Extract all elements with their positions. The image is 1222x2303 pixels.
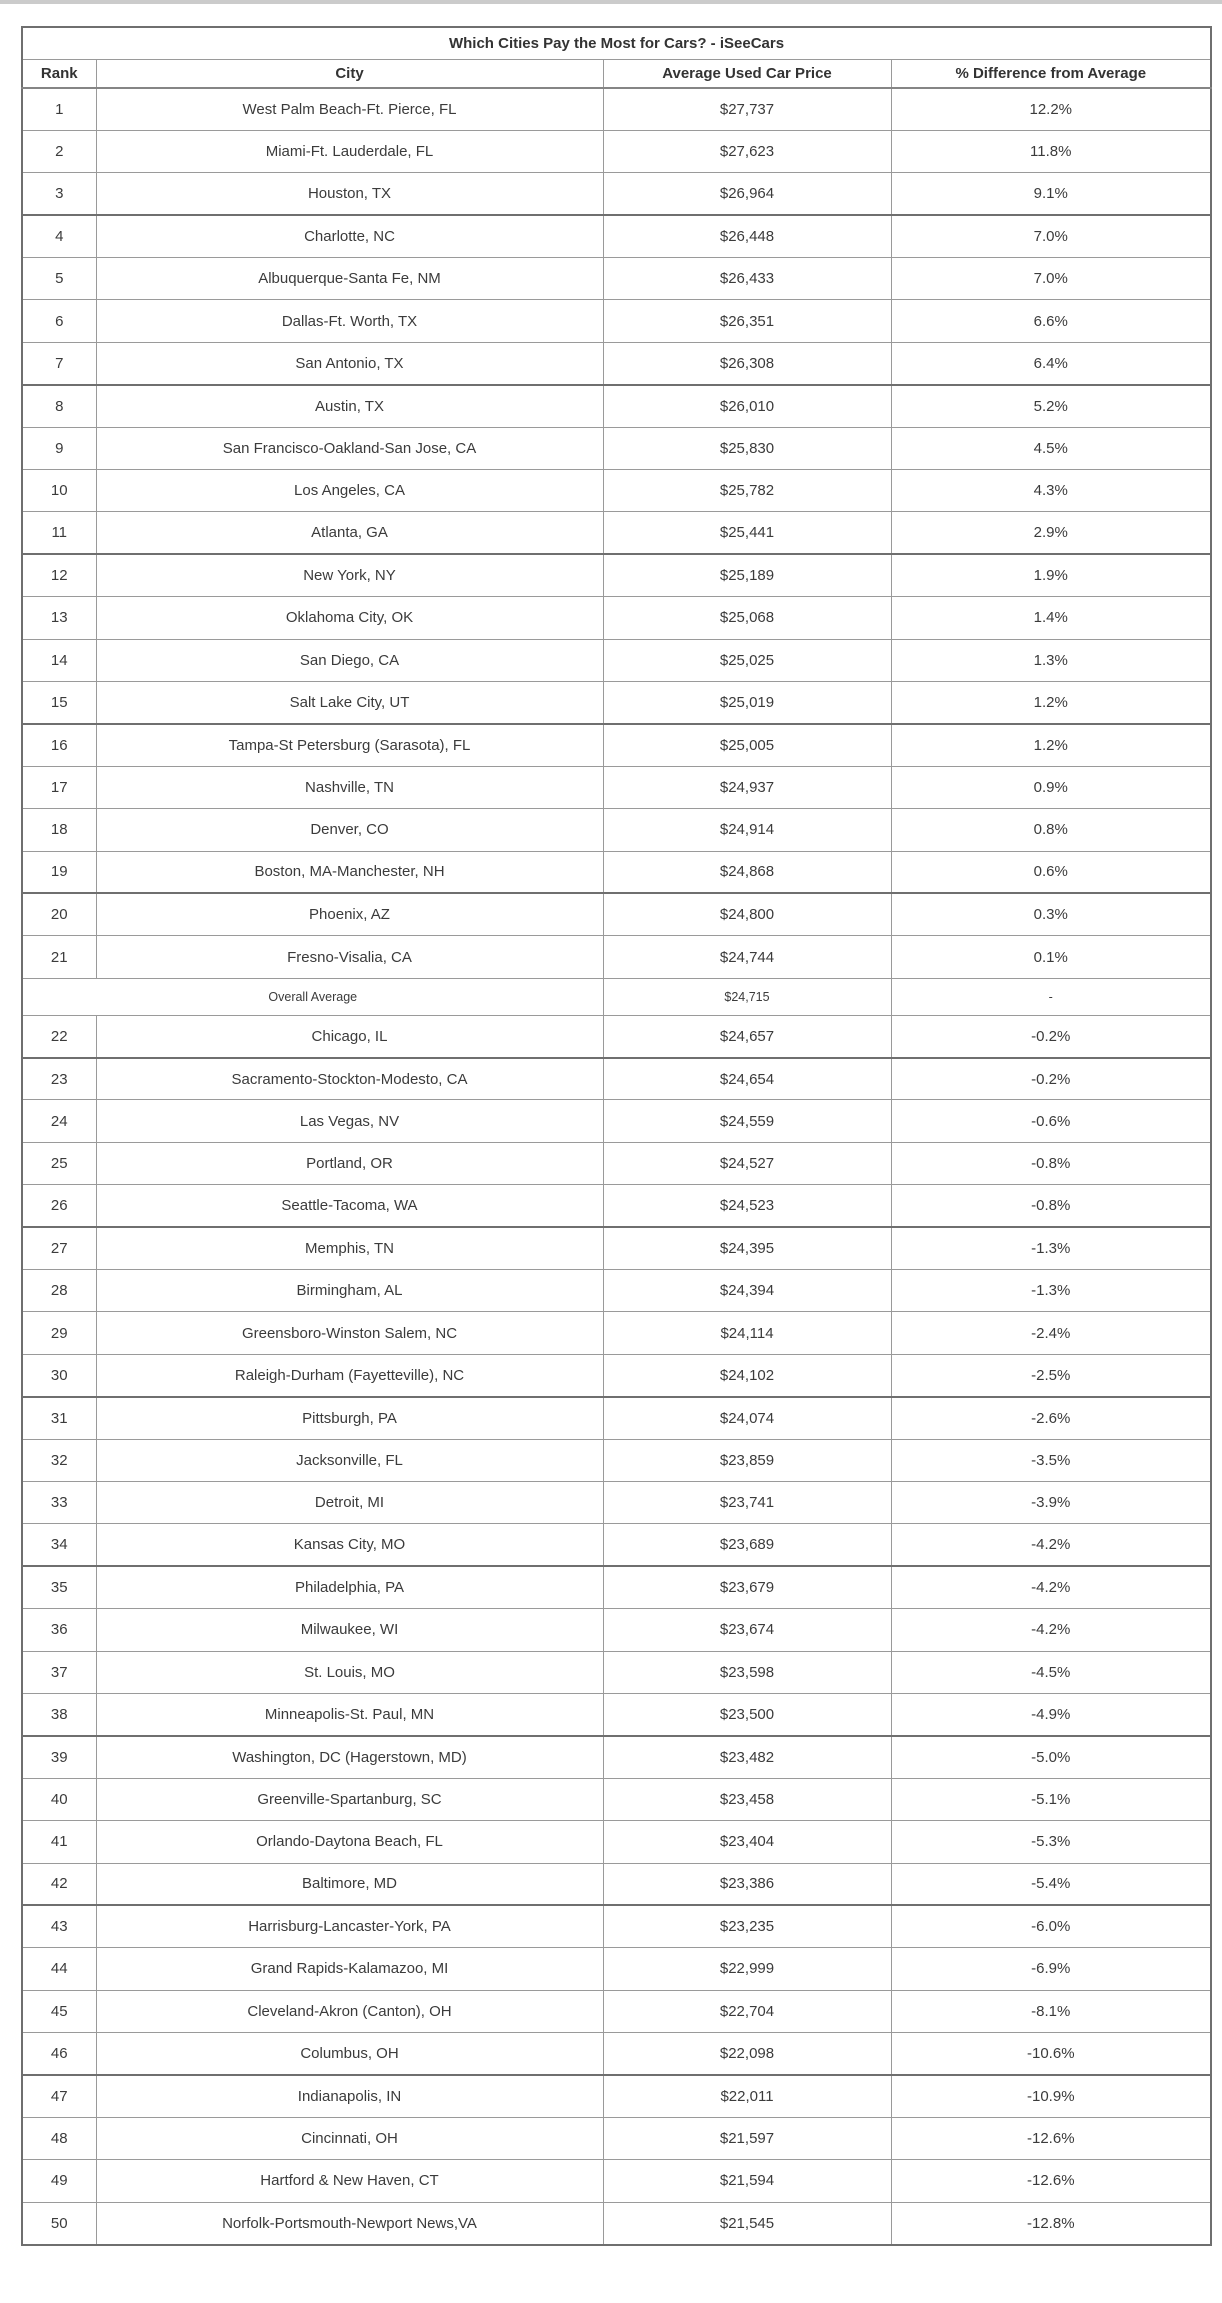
diff-cell: -3.9% — [891, 1482, 1211, 1524]
table-row — [22, 300, 1211, 342]
diff-cell: 11.8% — [891, 130, 1211, 172]
city-cell: Milwaukee, WI — [96, 1609, 603, 1651]
table-row — [22, 1566, 1211, 1608]
city-cell: Tampa-St Petersburg (Sarasota), FL — [96, 724, 603, 766]
diff-cell: 0.9% — [891, 766, 1211, 808]
price-cell: $26,351 — [603, 300, 891, 342]
diff-cell: 7.0% — [891, 258, 1211, 300]
rank-cell: 5 — [22, 258, 96, 300]
rank-cell: 33 — [22, 1482, 96, 1524]
price-cell: $24,657 — [603, 1015, 891, 1057]
city-cell: Phoenix, AZ — [96, 893, 603, 935]
diff-cell: -3.5% — [891, 1439, 1211, 1481]
city-cell: Fresno-Visalia, CA — [96, 936, 603, 978]
price-cell: $25,830 — [603, 427, 891, 469]
diff-cell: 9.1% — [891, 173, 1211, 215]
price-cell: $21,545 — [603, 2202, 891, 2244]
price-cell: $24,744 — [603, 936, 891, 978]
rank-cell: 3 — [22, 173, 96, 215]
city-cell: Salt Lake City, UT — [96, 681, 603, 723]
city-cell: Charlotte, NC — [96, 215, 603, 257]
table-row — [22, 2160, 1211, 2202]
table-row — [22, 88, 1211, 130]
price-cell: $23,741 — [603, 1482, 891, 1524]
price-cell: $26,433 — [603, 258, 891, 300]
rank-cell: 4 — [22, 215, 96, 257]
diff-cell: -0.2% — [891, 1015, 1211, 1057]
price-cell: $24,715 — [603, 978, 891, 1015]
city-cell: New York, NY — [96, 554, 603, 596]
rank-cell: 27 — [22, 1227, 96, 1269]
table-row — [22, 258, 1211, 300]
table-row — [22, 1651, 1211, 1693]
price-cell: $27,737 — [603, 88, 891, 130]
rank-cell: 37 — [22, 1651, 96, 1693]
rank-cell: 46 — [22, 2033, 96, 2075]
rank-cell: 25 — [22, 1142, 96, 1184]
table-row — [22, 1524, 1211, 1566]
price-cell: $24,523 — [603, 1185, 891, 1227]
rank-cell: 12 — [22, 554, 96, 596]
overall-average-row — [22, 978, 1211, 1015]
diff-cell: 1.2% — [891, 724, 1211, 766]
price-cell: $23,689 — [603, 1524, 891, 1566]
rank-cell: 43 — [22, 1905, 96, 1947]
table-row — [22, 1778, 1211, 1820]
price-cell: $26,010 — [603, 385, 891, 427]
table-row — [22, 2033, 1211, 2075]
rank-cell: 49 — [22, 2160, 96, 2202]
diff-cell: -4.2% — [891, 1609, 1211, 1651]
city-cell: Grand Rapids-Kalamazoo, MI — [96, 1948, 603, 1990]
diff-cell: 7.0% — [891, 215, 1211, 257]
table-row — [22, 936, 1211, 978]
column-header-row — [22, 59, 1211, 88]
rank-cell: 26 — [22, 1185, 96, 1227]
diff-cell: -2.4% — [891, 1312, 1211, 1354]
table-row — [22, 1397, 1211, 1439]
diff-cell: -0.8% — [891, 1142, 1211, 1184]
city-cell: Houston, TX — [96, 173, 603, 215]
price-cell: $24,102 — [603, 1354, 891, 1396]
price-cell: $26,964 — [603, 173, 891, 215]
price-cell: $23,859 — [603, 1439, 891, 1481]
table-row — [22, 2075, 1211, 2117]
city-cell: Kansas City, MO — [96, 1524, 603, 1566]
table-row — [22, 893, 1211, 935]
price-cell: $24,114 — [603, 1312, 891, 1354]
rank-cell: 28 — [22, 1270, 96, 1312]
rank-cell: 39 — [22, 1736, 96, 1778]
rank-cell: 22 — [22, 1015, 96, 1057]
city-cell: Miami-Ft. Lauderdale, FL — [96, 130, 603, 172]
rank-cell: 45 — [22, 1990, 96, 2032]
table-row — [22, 1015, 1211, 1057]
city-cell: Baltimore, MD — [96, 1863, 603, 1905]
price-cell: $23,679 — [603, 1566, 891, 1608]
city-cell: Cleveland-Akron (Canton), OH — [96, 1990, 603, 2032]
diff-cell: 6.6% — [891, 300, 1211, 342]
rank-cell: 15 — [22, 681, 96, 723]
rank-cell: 14 — [22, 639, 96, 681]
price-cell: $24,937 — [603, 766, 891, 808]
rank-cell: 6 — [22, 300, 96, 342]
table-body — [22, 88, 1211, 2245]
price-cell: $23,235 — [603, 1905, 891, 1947]
city-cell: Indianapolis, IN — [96, 2075, 603, 2117]
city-cell: Cincinnati, OH — [96, 2117, 603, 2159]
diff-cell: 1.2% — [891, 681, 1211, 723]
price-cell: $22,999 — [603, 1948, 891, 1990]
diff-cell: -5.4% — [891, 1863, 1211, 1905]
rank-cell: 8 — [22, 385, 96, 427]
table-row — [22, 1693, 1211, 1735]
column-header-rank: Rank — [22, 59, 96, 88]
average-label-cell: Overall Average — [22, 978, 603, 1015]
diff-cell: -5.1% — [891, 1778, 1211, 1820]
diff-cell: 4.3% — [891, 470, 1211, 512]
rank-cell: 34 — [22, 1524, 96, 1566]
city-cell: Columbus, OH — [96, 2033, 603, 2075]
table-row — [22, 1100, 1211, 1142]
city-cell: Las Vegas, NV — [96, 1100, 603, 1142]
rank-cell: 19 — [22, 851, 96, 893]
rank-cell: 48 — [22, 2117, 96, 2159]
rank-cell: 40 — [22, 1778, 96, 1820]
city-cell: Boston, MA-Manchester, NH — [96, 851, 603, 893]
city-cell: Atlanta, GA — [96, 512, 603, 554]
price-cell: $24,800 — [603, 893, 891, 935]
price-cell: $24,559 — [603, 1100, 891, 1142]
city-cell: Birmingham, AL — [96, 1270, 603, 1312]
diff-cell: -4.9% — [891, 1693, 1211, 1735]
price-cell: $25,441 — [603, 512, 891, 554]
rank-cell: 18 — [22, 809, 96, 851]
diff-cell: -8.1% — [891, 1990, 1211, 2032]
price-cell: $26,448 — [603, 215, 891, 257]
table-row — [22, 1482, 1211, 1524]
rank-cell: 29 — [22, 1312, 96, 1354]
table-row — [22, 766, 1211, 808]
table-title: Which Cities Pay the Most for Cars? - iSeeCars — [22, 27, 1211, 59]
diff-cell: -0.8% — [891, 1185, 1211, 1227]
rank-cell: 32 — [22, 1439, 96, 1481]
diff-cell: 2.9% — [891, 512, 1211, 554]
city-cell: Greenville-Spartanburg, SC — [96, 1778, 603, 1820]
diff-cell: - — [891, 978, 1211, 1015]
city-cell: Harrisburg-Lancaster-York, PA — [96, 1905, 603, 1947]
table-row — [22, 1185, 1211, 1227]
price-cell: $25,782 — [603, 470, 891, 512]
diff-cell: -0.2% — [891, 1058, 1211, 1100]
table-row — [22, 427, 1211, 469]
table-row — [22, 809, 1211, 851]
table-row — [22, 470, 1211, 512]
diff-cell: 1.3% — [891, 639, 1211, 681]
diff-cell: -10.9% — [891, 2075, 1211, 2117]
table-row — [22, 1736, 1211, 1778]
diff-cell: 0.1% — [891, 936, 1211, 978]
rank-cell: 11 — [22, 512, 96, 554]
price-cell: $24,654 — [603, 1058, 891, 1100]
table-row — [22, 130, 1211, 172]
price-cell: $23,404 — [603, 1821, 891, 1863]
city-cell: Detroit, MI — [96, 1482, 603, 1524]
column-header-price: Average Used Car Price — [603, 59, 891, 88]
diff-cell: -0.6% — [891, 1100, 1211, 1142]
diff-cell: -1.3% — [891, 1227, 1211, 1269]
table-row — [22, 512, 1211, 554]
city-cell: Hartford & New Haven, CT — [96, 2160, 603, 2202]
price-cell: $25,189 — [603, 554, 891, 596]
rank-cell: 2 — [22, 130, 96, 172]
price-cell: $23,482 — [603, 1736, 891, 1778]
price-cell: $27,623 — [603, 130, 891, 172]
column-header-diff: % Difference from Average — [891, 59, 1211, 88]
city-cell: Jacksonville, FL — [96, 1439, 603, 1481]
price-cell: $22,011 — [603, 2075, 891, 2117]
diff-cell: 4.5% — [891, 427, 1211, 469]
rank-cell: 35 — [22, 1566, 96, 1608]
city-cell: Albuquerque-Santa Fe, NM — [96, 258, 603, 300]
price-cell: $22,098 — [603, 2033, 891, 2075]
column-header-city: City — [96, 59, 603, 88]
price-cell: $24,074 — [603, 1397, 891, 1439]
diff-cell: -6.9% — [891, 1948, 1211, 1990]
rank-cell: 16 — [22, 724, 96, 766]
city-cell: Raleigh-Durham (Fayetteville), NC — [96, 1354, 603, 1396]
table-row — [22, 851, 1211, 893]
cars-price-table — [21, 26, 1212, 2246]
rank-cell: 50 — [22, 2202, 96, 2244]
diff-cell: 6.4% — [891, 342, 1211, 384]
city-cell: Denver, CO — [96, 809, 603, 851]
table-row — [22, 1990, 1211, 2032]
diff-cell: -2.6% — [891, 1397, 1211, 1439]
diff-cell: 1.9% — [891, 554, 1211, 596]
price-cell: $25,005 — [603, 724, 891, 766]
diff-cell: -12.8% — [891, 2202, 1211, 2244]
table-row — [22, 1058, 1211, 1100]
table-row — [22, 1142, 1211, 1184]
diff-cell: -4.2% — [891, 1524, 1211, 1566]
diff-cell: 5.2% — [891, 385, 1211, 427]
city-cell: Sacramento-Stockton-Modesto, CA — [96, 1058, 603, 1100]
diff-cell: 0.6% — [891, 851, 1211, 893]
price-cell: $25,068 — [603, 597, 891, 639]
city-cell: Seattle-Tacoma, WA — [96, 1185, 603, 1227]
rank-cell: 41 — [22, 1821, 96, 1863]
table-row — [22, 681, 1211, 723]
diff-cell: 12.2% — [891, 88, 1211, 130]
rank-cell: 20 — [22, 893, 96, 935]
rank-cell: 42 — [22, 1863, 96, 1905]
city-cell: Portland, OR — [96, 1142, 603, 1184]
price-cell: $21,594 — [603, 2160, 891, 2202]
price-cell: $26,308 — [603, 342, 891, 384]
diff-cell: -1.3% — [891, 1270, 1211, 1312]
rank-cell: 13 — [22, 597, 96, 639]
diff-cell: -2.5% — [891, 1354, 1211, 1396]
price-cell: $24,394 — [603, 1270, 891, 1312]
rank-cell: 30 — [22, 1354, 96, 1396]
table-row — [22, 2202, 1211, 2244]
diff-cell: -12.6% — [891, 2160, 1211, 2202]
top-edge-strip — [0, 0, 1222, 4]
table-row — [22, 1439, 1211, 1481]
city-cell: San Diego, CA — [96, 639, 603, 681]
table-row — [22, 1227, 1211, 1269]
price-cell: $23,598 — [603, 1651, 891, 1693]
price-cell: $25,019 — [603, 681, 891, 723]
table-row — [22, 1821, 1211, 1863]
table-row — [22, 385, 1211, 427]
diff-cell: 1.4% — [891, 597, 1211, 639]
table-row — [22, 215, 1211, 257]
price-cell: $24,395 — [603, 1227, 891, 1269]
city-cell: Pittsburgh, PA — [96, 1397, 603, 1439]
price-cell: $25,025 — [603, 639, 891, 681]
table-title-row — [22, 27, 1211, 59]
diff-cell: -4.5% — [891, 1651, 1211, 1693]
city-cell: Oklahoma City, OK — [96, 597, 603, 639]
rank-cell: 1 — [22, 88, 96, 130]
diff-cell: 0.3% — [891, 893, 1211, 935]
table-row — [22, 1270, 1211, 1312]
table-row — [22, 1863, 1211, 1905]
table-row — [22, 2117, 1211, 2159]
city-cell: Memphis, TN — [96, 1227, 603, 1269]
city-cell: Washington, DC (Hagerstown, MD) — [96, 1736, 603, 1778]
diff-cell: -10.6% — [891, 2033, 1211, 2075]
rank-cell: 21 — [22, 936, 96, 978]
price-cell: $24,868 — [603, 851, 891, 893]
diff-cell: -4.2% — [891, 1566, 1211, 1608]
diff-cell: -5.0% — [891, 1736, 1211, 1778]
city-cell: Orlando-Daytona Beach, FL — [96, 1821, 603, 1863]
diff-cell: -5.3% — [891, 1821, 1211, 1863]
city-cell: Minneapolis-St. Paul, MN — [96, 1693, 603, 1735]
price-cell: $24,527 — [603, 1142, 891, 1184]
table-row — [22, 597, 1211, 639]
city-cell: Philadelphia, PA — [96, 1566, 603, 1608]
price-cell: $21,597 — [603, 2117, 891, 2159]
city-cell: Dallas-Ft. Worth, TX — [96, 300, 603, 342]
table-row — [22, 639, 1211, 681]
city-cell: Norfolk-Portsmouth-Newport News,VA — [96, 2202, 603, 2244]
rank-cell: 31 — [22, 1397, 96, 1439]
price-cell: $24,914 — [603, 809, 891, 851]
table-row — [22, 173, 1211, 215]
city-cell: San Antonio, TX — [96, 342, 603, 384]
table-row — [22, 342, 1211, 384]
city-cell: West Palm Beach-Ft. Pierce, FL — [96, 88, 603, 130]
rank-cell: 36 — [22, 1609, 96, 1651]
price-cell: $23,674 — [603, 1609, 891, 1651]
table-row — [22, 1905, 1211, 1947]
table-row — [22, 724, 1211, 766]
price-cell: $23,458 — [603, 1778, 891, 1820]
city-cell: Austin, TX — [96, 385, 603, 427]
city-cell: San Francisco-Oakland-San Jose, CA — [96, 427, 603, 469]
rank-cell: 10 — [22, 470, 96, 512]
city-cell: Chicago, IL — [96, 1015, 603, 1057]
city-cell: St. Louis, MO — [96, 1651, 603, 1693]
diff-cell: 0.8% — [891, 809, 1211, 851]
price-cell: $22,704 — [603, 1990, 891, 2032]
table-row — [22, 1312, 1211, 1354]
rank-cell: 47 — [22, 2075, 96, 2117]
table-row — [22, 1948, 1211, 1990]
table-row — [22, 554, 1211, 596]
rank-cell: 24 — [22, 1100, 96, 1142]
rank-cell: 7 — [22, 342, 96, 384]
table-row — [22, 1609, 1211, 1651]
rank-cell: 38 — [22, 1693, 96, 1735]
price-cell: $23,386 — [603, 1863, 891, 1905]
rank-cell: 17 — [22, 766, 96, 808]
diff-cell: -12.6% — [891, 2117, 1211, 2159]
rank-cell: 23 — [22, 1058, 96, 1100]
price-cell: $23,500 — [603, 1693, 891, 1735]
rank-cell: 9 — [22, 427, 96, 469]
table-row — [22, 1354, 1211, 1396]
city-cell: Nashville, TN — [96, 766, 603, 808]
rank-cell: 44 — [22, 1948, 96, 1990]
city-cell: Los Angeles, CA — [96, 470, 603, 512]
city-cell: Greensboro-Winston Salem, NC — [96, 1312, 603, 1354]
diff-cell: -6.0% — [891, 1905, 1211, 1947]
